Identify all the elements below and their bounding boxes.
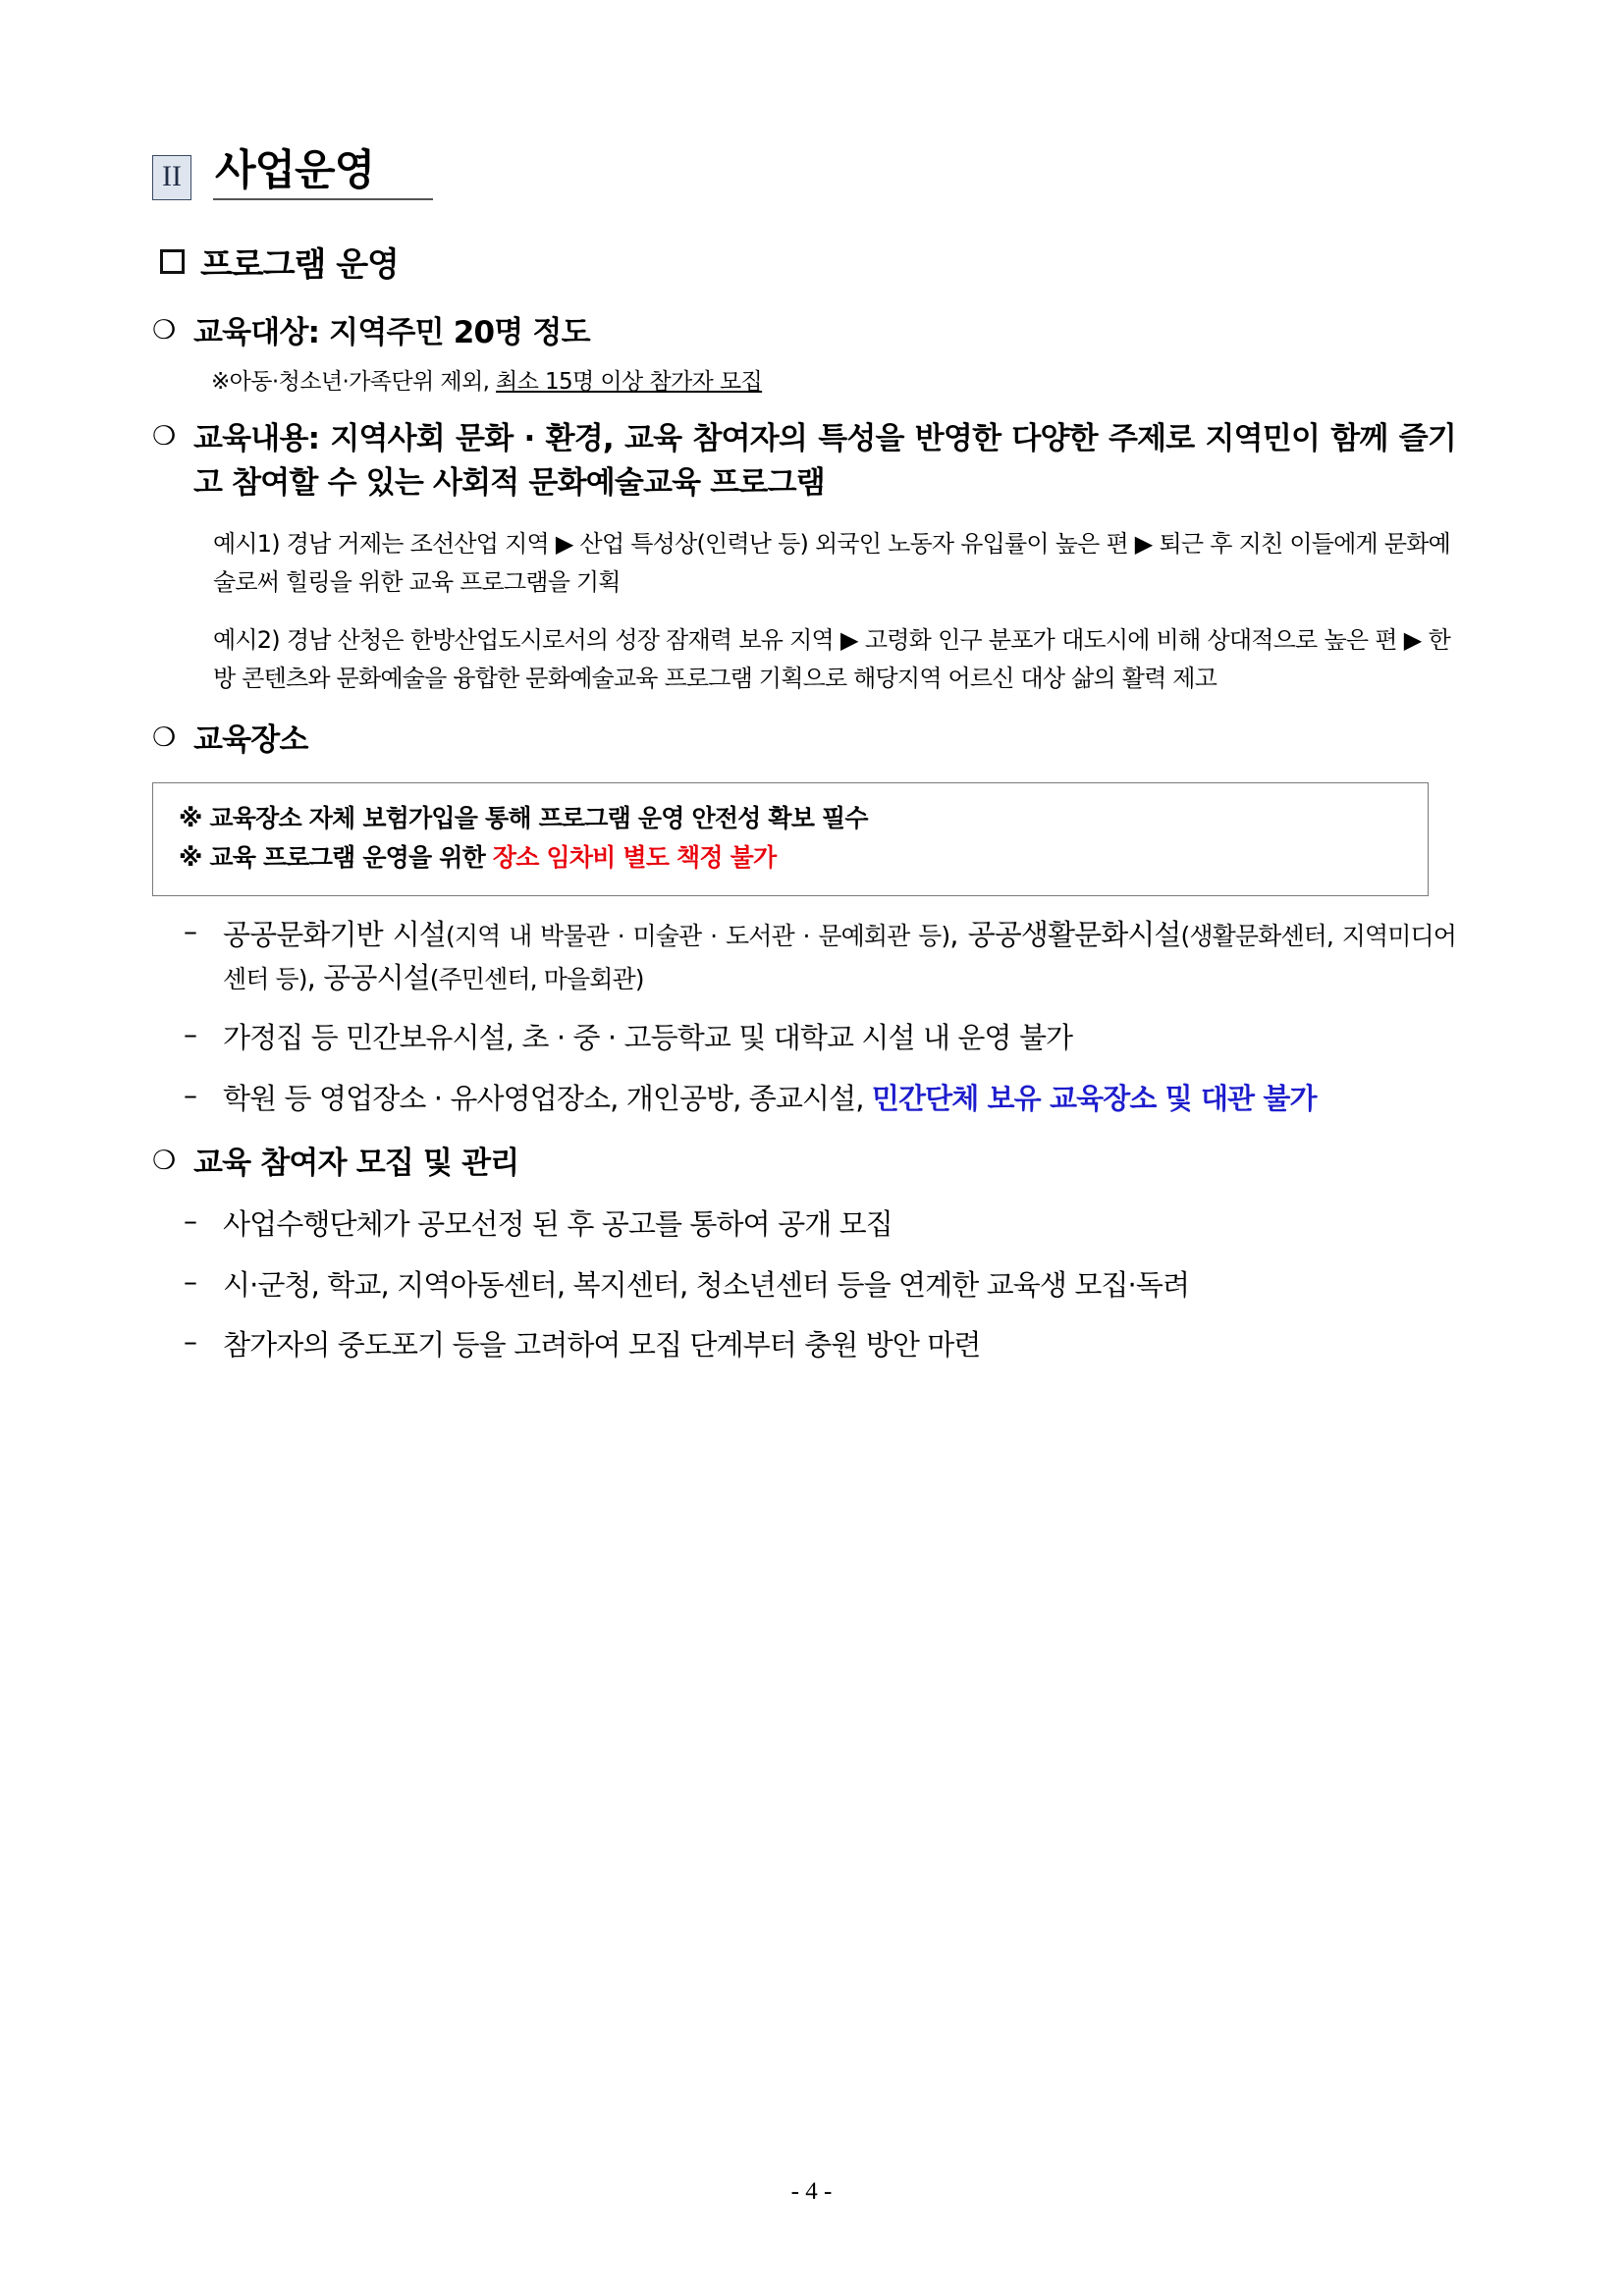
bullet-target-note: [211, 363, 1456, 396]
caution-line-2: [179, 838, 1402, 878]
recruit-item-3: [184, 1324, 1456, 1367]
bullet-content: [152, 417, 1456, 506]
recruit-item-1-text: 사업수행단체가 공모선정 된 후 공고를 통하여 공개 모집: [223, 1207, 893, 1242]
bullet-content-text: 교육내용: 지역사회 문화 · 환경, 교육 참여자의 특성을 반영한 다양한 주제로 지역민이 함께 즐기고 참여할 수 있는 사회적 문화예술교육 프로그램: [193, 421, 1456, 502]
bullet-target: [152, 311, 1456, 355]
caution-line-2-prefix: ※ 교육 프로그램 운영을 위한: [179, 843, 493, 873]
recruit-item-3-text: 참가자의 중도포기 등을 고려하여 모집 단계부터 충원 방안 마련: [223, 1328, 981, 1362]
recruit-item-2-text: 시·군청, 학교, 지역아동센터, 복지센터, 청소년센터 등을 연계한 교육생 모집·독려: [223, 1267, 1190, 1302]
caution-line-1: ※ 교육장소 자체 보험가입을 통해 프로그램 운영 안전성 확보 필수: [179, 804, 868, 833]
place-item-2-text: 가정집 등 민간보유시설, 초 · 중 · 고등학교 및 대학교 시설 내 운영 불가: [223, 1021, 1073, 1055]
circle-bullet-icon: ❍: [152, 315, 177, 347]
seg-d: (생활문화센터, 지역미디어센터 등): [223, 922, 1456, 993]
section-title: 프로그램 운영: [200, 245, 399, 286]
place-item-3-highlight: 민간단체 보유 교육장소 및 대관 불가: [871, 1081, 1317, 1115]
note-prefix: ※아동·청소년·가족단위 제외,: [211, 369, 497, 396]
dash-bullet-icon: –: [184, 915, 197, 948]
chapter-number: II: [152, 155, 191, 200]
example-2: 예시2) 경남 산청은 한방산업도시로서의 성장 잠재력 보유 지역 ▶ 고령화 인구 분포가 대도시에 비해 상대적으로 높은 편 ▶ 한방 콘텐츠와 문화예술을 융합한 문화예술교육 프로그램 기획으로 해당지역 어르신 대상 삶의 활력 제고: [213, 625, 1450, 692]
circle-bullet-icon: ❍: [152, 722, 177, 754]
dash-bullet-icon: –: [184, 1078, 197, 1111]
chapter-heading: [152, 147, 1456, 200]
example-1: 예시1) 경남 거제는 조선산업 지역 ▶ 산업 특성상(인력난 등) 외국인 노동자 유입률이 높은 편 ▶ 퇴근 후 지친 이들에게 문화예술로써 힐링을 위한 교육 프로그램을 기획: [213, 529, 1450, 596]
seg-e: , 공공시설: [306, 960, 430, 994]
seg-b: (지역 내 박물관 · 미술관 · 도서관 · 문예회관 등): [445, 922, 950, 951]
circle-bullet-icon: ❍: [152, 421, 177, 453]
place-item-3-prefix: 학원 등 영업장소 · 유사영업장소, 개인공방, 종교시설,: [223, 1081, 872, 1115]
bullet-recruit-text: 교육 참여자 모집 및 관리: [193, 1146, 519, 1182]
place-item-3: [184, 1078, 1456, 1121]
bullet-place-text: 교육장소: [193, 722, 308, 759]
dash-bullet-icon: –: [184, 1018, 197, 1051]
recruit-item-1: [184, 1203, 1456, 1247]
seg-f: (주민센터, 마을회관): [429, 964, 644, 993]
place-item-3-text: [223, 1078, 1456, 1121]
page-number: - 4 -: [790, 2178, 833, 2205]
place-item-1: [184, 914, 1456, 999]
place-item-2: [184, 1017, 1456, 1060]
circle-bullet-icon: ❍: [152, 1146, 177, 1177]
recruit-item-2: [184, 1264, 1456, 1308]
bullet-recruit: [152, 1142, 1456, 1186]
dash-bullet-icon: –: [184, 1325, 197, 1359]
caution-line-2-highlight: 장소 임차비 별도 책정 불가: [492, 843, 777, 873]
note-underlined: 최소 15명 이상 참가자 모집: [496, 369, 763, 396]
square-bullet-icon: [160, 249, 185, 274]
bullet-place: [152, 719, 1456, 763]
seg-a: 공공문화기반 시설: [223, 918, 446, 952]
dash-bullet-icon: –: [184, 1204, 197, 1238]
place-item-1-text: [223, 914, 1456, 999]
seg-c: , 공공생활문화시설: [949, 918, 1181, 952]
dash-bullet-icon: –: [184, 1264, 197, 1298]
bullet-target-text: 교육대상: 지역주민 20명 정도: [193, 315, 590, 351]
caution-box: [152, 782, 1429, 896]
section-heading: [160, 238, 1456, 286]
chapter-title: 사업운영: [213, 147, 433, 200]
